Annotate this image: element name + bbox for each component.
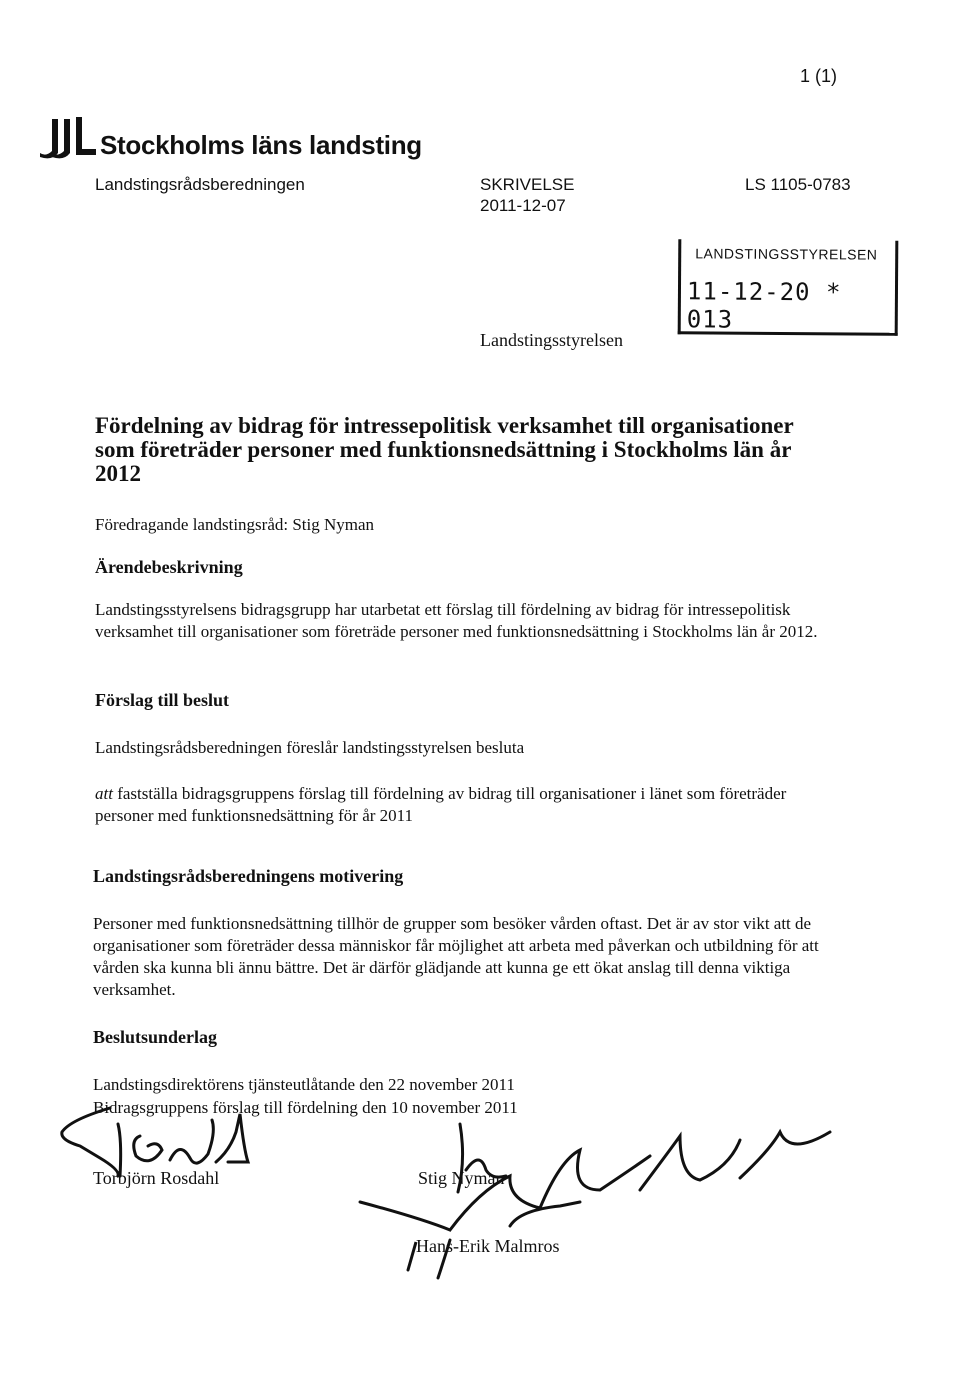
- handwritten-signatures: [40, 1080, 860, 1310]
- heading-forslag-till-beslut: Förslag till beslut: [95, 690, 229, 710]
- page-number: 1 (1): [800, 66, 838, 86]
- forslag-intro: Landstingsrådsberedningen föreslår landstingsstyrelsen besluta: [95, 738, 525, 757]
- att-text: fastställa bidragsgruppens förslag till fördelning av bidrag till organisationer i länet som företräder personer med funktionsnedsättning för år 2011: [95, 784, 787, 825]
- document-title: Fördelning av bidrag för intressepolitisk verksamhet till organisationer som företräder personer med funktionsnedsättning i Stockholms län år 2012: [95, 413, 794, 486]
- underlag-item: Landstingsdirektörens tjänsteutlåtande den 22 november 2011: [93, 1075, 515, 1094]
- org-name: Stockholms läns landsting: [100, 130, 422, 160]
- recipient: Landstingsstyrelsen: [480, 330, 623, 350]
- arende-text: Landstingsstyrelsens bidragsgrupp har utarbetat ett förslag till fördelning av bidrag för intressepolitisk verksamhet till organisationer som företräde personer med funktionsnedsättning i Stockholms län år 2012.: [95, 600, 818, 641]
- stamp-title: LANDSTINGSSTYRELSEN: [695, 245, 878, 263]
- underlag-item: Bidragsgruppens förslag till fördelning den 10 november 2011: [93, 1098, 518, 1117]
- heading-beslutsunderlag: Beslutsunderlag: [93, 1027, 218, 1047]
- stamp-date: 11-12-20 * 013: [686, 277, 842, 334]
- signatory-name: Torbjörn Rosdahl: [93, 1168, 220, 1188]
- motivering-text: Personer med funktionsnedsättning tillhör de grupper som besöker vården oftast. Det är av stor vikt att de organisationer som företräder dessa människor får möjlighet att arbeta med påverkan och utbildning för att vården ska kunna bli ännu bättre. Det är därför glädjande att kunna ge ett ökat anslag till denna viktiga verksamhet.: [93, 914, 819, 999]
- signatory-name: Hans-Erik Malmros: [416, 1236, 560, 1256]
- department: Landstingsrådsberedningen: [95, 175, 305, 194]
- received-stamp: [678, 239, 899, 336]
- reference-number: LS 1105-0783: [745, 175, 851, 194]
- att-clause: [95, 783, 835, 827]
- presenter: Föredragande landstingsråd: Stig Nyman: [95, 515, 375, 534]
- heading-motivering: Landstingsrådsberedningens motivering: [93, 866, 404, 886]
- heading-arendebeskrivning: Ärendebeskrivning: [95, 557, 243, 577]
- att-word: att: [95, 784, 113, 803]
- document-type: SKRIVELSE: [480, 175, 575, 194]
- signatory-name: Stig Nyman: [418, 1168, 505, 1188]
- sll-logo-icon: [38, 113, 96, 159]
- document-date: 2011-12-07: [480, 196, 566, 215]
